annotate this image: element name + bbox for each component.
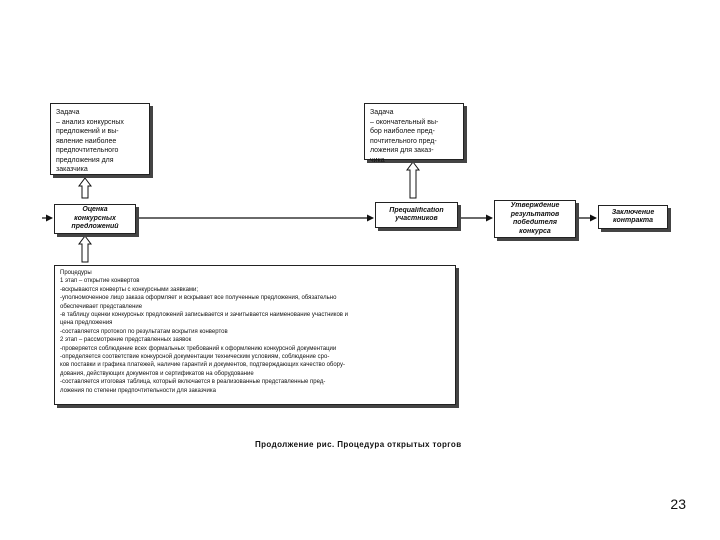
stage-label: конкурсных: [74, 214, 116, 222]
task-lines: [56, 108, 144, 175]
hollow-arrow-procedures: [79, 236, 91, 262]
task-line: предложений и вы-: [56, 128, 119, 135]
task-line: явление наиболее: [56, 137, 117, 145]
procedure-line: 1 этап – открытие конвертов: [60, 278, 140, 285]
procedure-line: -определяется соответствие конкурсной документации техническим условиям, соблюдение сро-: [60, 354, 330, 361]
page-number: 23: [670, 496, 686, 512]
task-line: предпочтительного: [56, 147, 119, 154]
stage-label: Заключение: [611, 208, 655, 216]
task-box-selection: [364, 103, 464, 164]
stage-label: результатов: [510, 210, 560, 218]
stage-label: победителя: [512, 219, 558, 226]
procedures-lines: [60, 269, 450, 395]
procedure-line: -в таблицу оценки конкурсных предложений записывается и зачитывается наименование участников и: [60, 312, 349, 319]
procedure-line: -вскрываются конверты с конкурсными заявками;: [60, 286, 199, 293]
stage-label: конкурса: [519, 227, 551, 235]
task-lines: [370, 108, 458, 165]
procedure-line: -проверяется соблюдение всех формальных требований к оформлению конкурсной документации: [60, 345, 337, 352]
task-line: Задача: [370, 109, 394, 116]
task-line: бор наиболее пред-: [370, 128, 435, 135]
hollow-arrow-right-task: [407, 162, 419, 198]
stage-label: участников: [395, 215, 438, 222]
procedure-line: -уполномоченное лицо заказа оформляет и вскрывает все полученные предложения, обязательно: [60, 295, 337, 302]
task-line: – анализ конкурсных: [56, 118, 124, 126]
task-line: Задача: [56, 109, 80, 116]
figure-caption: Продолжение рис. Процедура открытых торгов: [255, 440, 462, 449]
task-line: чика: [370, 156, 385, 164]
hollow-arrow-left-task: [79, 178, 91, 198]
procedure-line: ложения по степени предпочтительности для заказчика: [60, 387, 216, 394]
procedures-box: [54, 265, 456, 405]
task-line: заказчика: [56, 166, 88, 173]
procedure-line: -составляется итоговая таблица, который включается в реализованные представленные пред-: [60, 379, 326, 386]
procedure-line: дования, действующих документов и сертификатов на оборудование: [60, 370, 254, 377]
task-line: – окончательный вы-: [370, 118, 439, 126]
stage-label: Оценка: [82, 206, 108, 214]
procedure-line: Процедуры: [60, 270, 92, 276]
stage-approval: [494, 200, 576, 238]
stage-label: Утверждение: [510, 202, 560, 209]
procedure-line: цена предложения: [60, 320, 113, 327]
procedure-line: ков поставки и графика платежей, наличие гарантий и документов, подтверждающих качество обору-: [60, 362, 345, 369]
task-line: предложения для: [56, 156, 114, 164]
procedure-line: обеспечивает представление: [60, 303, 143, 310]
stage-contract: [598, 205, 668, 229]
stage-evaluation: [54, 204, 136, 234]
stage-label: предложений: [71, 223, 119, 231]
stage-label: Прequalification: [389, 206, 444, 214]
task-box-evaluation: [50, 103, 150, 175]
task-line: почтительного пред-: [370, 137, 437, 145]
task-line: ложения для заказ-: [370, 147, 434, 154]
procedure-line: 2 этап – рассмотрение представленных заявок: [60, 337, 192, 344]
stage-label: контракта: [612, 217, 654, 224]
stage-prequalification: [375, 202, 458, 228]
procedure-line: -составляется протокол по результатам вскрытия конвертов: [60, 328, 228, 335]
